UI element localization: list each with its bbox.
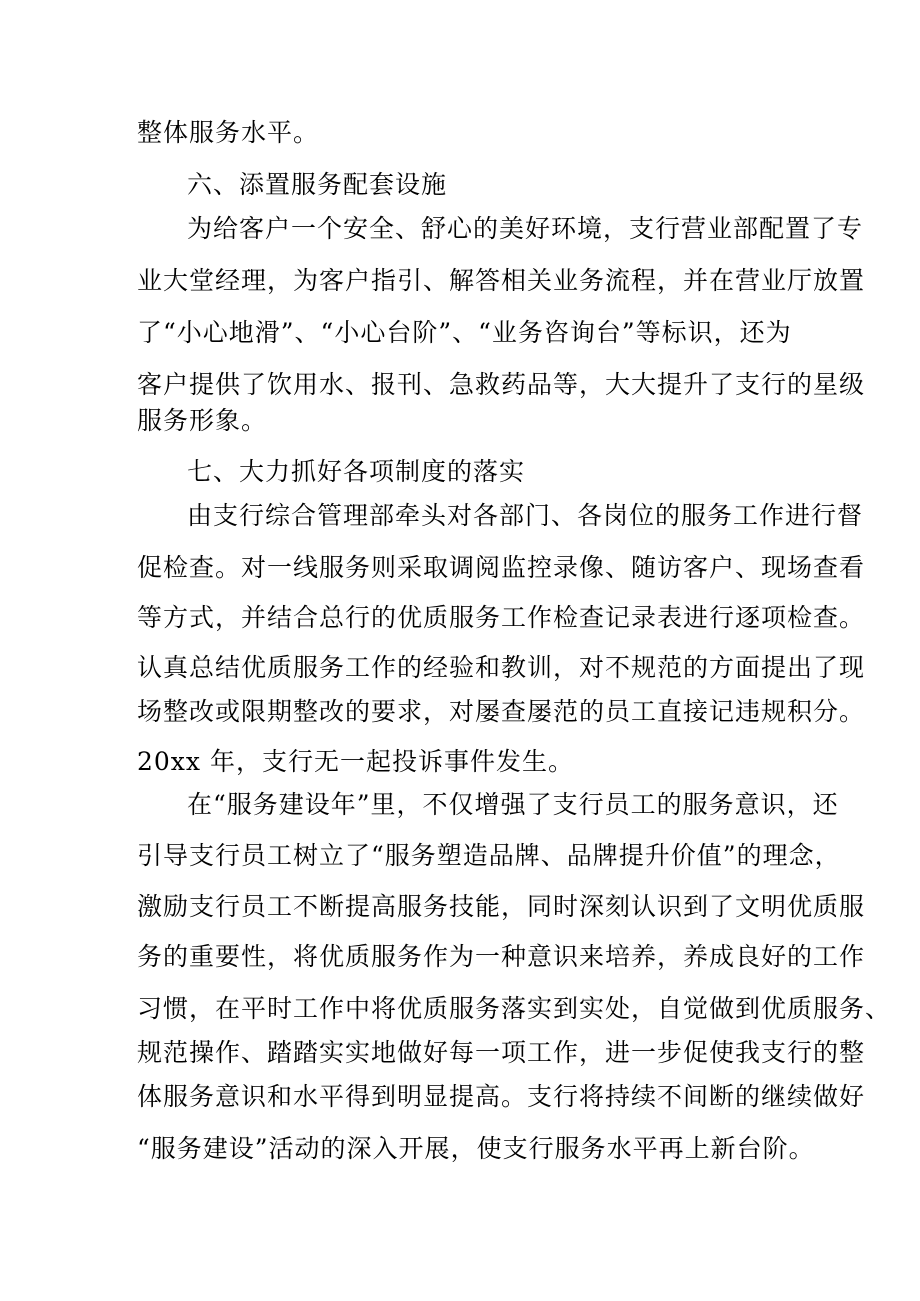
text-line: 规范操作、踏踏实实地做好每一项工作，进一步促使我支行的整 [137, 1038, 866, 1067]
section-heading: 七、大力抓好各项制度的落实 [187, 457, 526, 486]
text-line: 促检查。对一线服务则采取调阅监控录像、随访客户、现场查看 [137, 553, 866, 582]
text-line: 业大堂经理，为客户指引、解答相关业务流程，并在营业厅放置 [137, 266, 866, 295]
text-line: “服务建设”活动的深入开展，使支行服务水平再上新台阶。 [137, 1134, 815, 1163]
text-line: 引导支行员工树立了“服务塑造品牌、品牌提升价值”的理念， [137, 841, 841, 870]
text-line: 了“小心地滑”、“小心台阶”、“业务咨询台”等标识，还为 [137, 318, 792, 347]
text-line: 场整改或限期整改的要求，对屡查屡范的员工直接记违规积分。 [137, 697, 866, 726]
text-line: 习惯，在平时工作中将优质服务落实到实处，自觉做到优质服务、 [137, 994, 892, 1023]
text-line: 体服务意识和水平得到明显提高。支行将持续不间断的继续做好 [137, 1082, 866, 1111]
text-line: 认真总结优质服务工作的经验和教训，对不规范的方面提出了现 [137, 653, 866, 682]
text-line: 激励支行员工不断提高服务技能，同时深刻认识到了文明优质服 [137, 892, 866, 921]
text-line: 客户提供了饮用水、报刊、急救药品等，大大提升了支行的星级 [137, 370, 866, 399]
text-line: 等方式，并结合总行的优质服务工作检查记录表进行逐项检查。 [137, 603, 866, 632]
text-line: 在“服务建设年”里，不仅增强了支行员工的服务意识，还 [187, 790, 839, 819]
section-heading: 六、添置服务配套设施 [187, 170, 448, 199]
text-line: 为给客户一个安全、舒心的美好环境，支行营业部配置了专 [187, 214, 864, 243]
text-line: 服务形象。 [137, 406, 268, 435]
text-line: 20xx 年，支行无一起投诉事件发生。 [137, 747, 574, 776]
text-line: 由支行综合管理部牵头对各部门、各岗位的服务工作进行督 [187, 501, 864, 530]
text-line: 整体服务水平。 [137, 118, 320, 147]
text-line: 务的重要性，将优质服务作为一种意识来培养，养成良好的工作 [137, 942, 866, 971]
